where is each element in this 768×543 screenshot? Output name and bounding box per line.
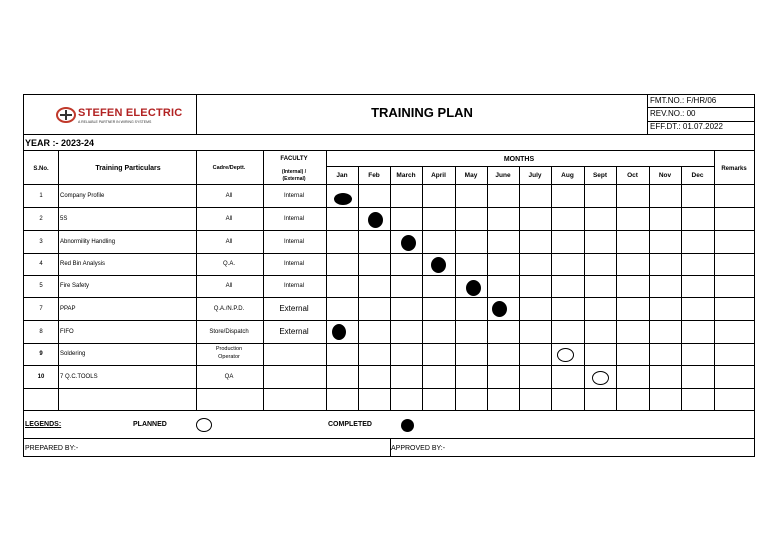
planned-marker-icon [557, 348, 574, 362]
grid-line [23, 134, 755, 135]
row-cadre: All [225, 283, 233, 289]
row-cadre: QA [224, 373, 234, 380]
completed-marker-icon [431, 257, 446, 273]
col-faculty: FACULTY [280, 156, 308, 162]
col-particulars: Training Particulars [95, 165, 161, 172]
grid-line [326, 150, 327, 410]
completed-marker-icon [332, 324, 346, 340]
planned-marker-icon [592, 371, 609, 385]
row-particular: 5S [60, 215, 68, 222]
row-particular: Abnormility Handling [60, 238, 116, 245]
grid-line [714, 150, 715, 410]
month-header-aug: Aug [561, 172, 574, 179]
legend-planned-label: PLANNED [133, 421, 167, 428]
month-header-april: April [431, 172, 446, 179]
grid-line [23, 207, 755, 208]
grid-line [23, 230, 755, 231]
grid-line [326, 166, 714, 167]
col-cadre: Cadre/Deptt. [212, 165, 246, 171]
completed-marker-icon [401, 235, 416, 251]
grid-line [23, 343, 755, 344]
grid-line [551, 166, 552, 410]
grid-line [390, 438, 391, 456]
grid-line [358, 166, 359, 410]
grid-line [58, 150, 59, 410]
row-sno: 9 [39, 351, 43, 357]
legend-completed-label: COMPLETED [328, 421, 372, 428]
grid-line [196, 150, 197, 410]
row-cadre: All [225, 192, 233, 199]
col-sno: S.No. [33, 166, 49, 172]
grid-line [647, 94, 648, 134]
grid-line [23, 320, 755, 321]
month-header-may: May [464, 172, 478, 179]
month-header-jan: Jan [336, 172, 348, 179]
grid-line [23, 388, 755, 389]
grid-line [649, 166, 650, 410]
month-header-feb: Feb [368, 172, 380, 179]
rev-number: REV.NO.: 00 [650, 109, 696, 118]
prepared-by: PREPARED BY:- [25, 445, 79, 452]
grid-line [23, 456, 755, 457]
col-faculty-sub-1: (Internal) / [281, 169, 307, 175]
month-header-dec: Dec [691, 172, 704, 179]
grid-line [584, 166, 585, 410]
row-particular: PPAP [60, 305, 76, 312]
col-faculty-sub-2: (External) [282, 176, 306, 182]
row-faculty: Internal [283, 215, 305, 222]
company-logo [56, 106, 183, 128]
row-sno: 8 [39, 328, 43, 335]
row-sno: 1 [39, 192, 43, 199]
row-faculty: Internal [283, 261, 305, 267]
row-sno: 7 [39, 305, 43, 312]
col-remarks: Remarks [721, 166, 747, 172]
row-cadre: Q.A./N.P.D. [213, 305, 245, 312]
row-particular: Company Profile [60, 192, 105, 199]
row-particular: FIFO [60, 328, 74, 335]
row-sno: 5 [39, 283, 43, 289]
grid-line [487, 166, 488, 410]
grid-line [616, 166, 617, 410]
row-particular: Fire Safety [60, 283, 90, 289]
row-sno: 3 [39, 238, 43, 245]
row-cadre-line1: Production [215, 346, 243, 352]
row-faculty: Internal [283, 238, 305, 245]
legend-planned-icon [196, 418, 212, 432]
month-header-sept: Sept [592, 172, 608, 179]
grid-line [23, 297, 755, 298]
grid-line [23, 410, 755, 411]
row-faculty: Internal [283, 192, 305, 199]
page-title: TRAINING PLAN [371, 105, 473, 120]
grid-line [263, 150, 264, 410]
month-header-oct: Oct [627, 172, 638, 179]
grid-line [23, 438, 755, 439]
grid-line [647, 107, 755, 108]
month-header-nov: Nov [658, 172, 672, 179]
effective-date: EFF.DT.: 01.07.2022 [650, 122, 723, 131]
completed-marker-icon [466, 280, 481, 296]
approved-by: APPROVED BY:- [391, 445, 446, 452]
row-cadre: Store/Dispatch [209, 328, 249, 335]
grid-line [23, 275, 755, 276]
fmt-number: FMT.NO.: F/HR/06 [650, 96, 717, 105]
company-tagline: A RELIABLE PARTNER IN WIRING SYSTEMS [78, 120, 152, 124]
month-header-june: June [495, 172, 511, 179]
grid-line [196, 94, 197, 134]
row-particular: 7 Q.C.TOOLS [60, 373, 98, 380]
row-faculty: External [279, 326, 309, 336]
grid-line [23, 365, 755, 366]
grid-line [455, 166, 456, 410]
grid-line [390, 166, 391, 410]
completed-marker-icon [492, 301, 507, 317]
row-cadre-line2: Operator [218, 354, 240, 360]
row-faculty: External [279, 303, 309, 313]
grid-line [23, 94, 755, 95]
grid-line [23, 150, 755, 151]
grid-line [23, 184, 755, 185]
row-sno: 2 [39, 215, 43, 222]
row-cadre: All [225, 215, 233, 222]
grid-line [23, 253, 755, 254]
row-cadre: All [225, 238, 233, 245]
row-sno: 4 [39, 261, 43, 267]
grid-line [519, 166, 520, 410]
grid-line [681, 166, 682, 410]
row-particular: Soldering [60, 351, 86, 357]
year-label: YEAR :- 2023-24 [25, 138, 95, 148]
completed-marker-icon [334, 193, 352, 205]
legend-completed-icon [401, 419, 414, 432]
row-particular: Red Bin Analysis [60, 261, 106, 267]
row-faculty: Internal [283, 283, 305, 289]
grid-line [422, 166, 423, 410]
company-name: STEFEN ELECTRIC [78, 107, 183, 119]
month-header-march: March [396, 172, 416, 179]
completed-marker-icon [368, 212, 383, 228]
row-cadre: Q.A. [222, 261, 236, 267]
month-header-july: July [528, 172, 542, 179]
row-sno: 10 [37, 373, 45, 380]
col-months-title: MONTHS [503, 156, 535, 163]
legend-label: LEGENDS: [25, 421, 62, 428]
logo-mark-icon [56, 107, 76, 123]
grid-line [647, 121, 755, 122]
